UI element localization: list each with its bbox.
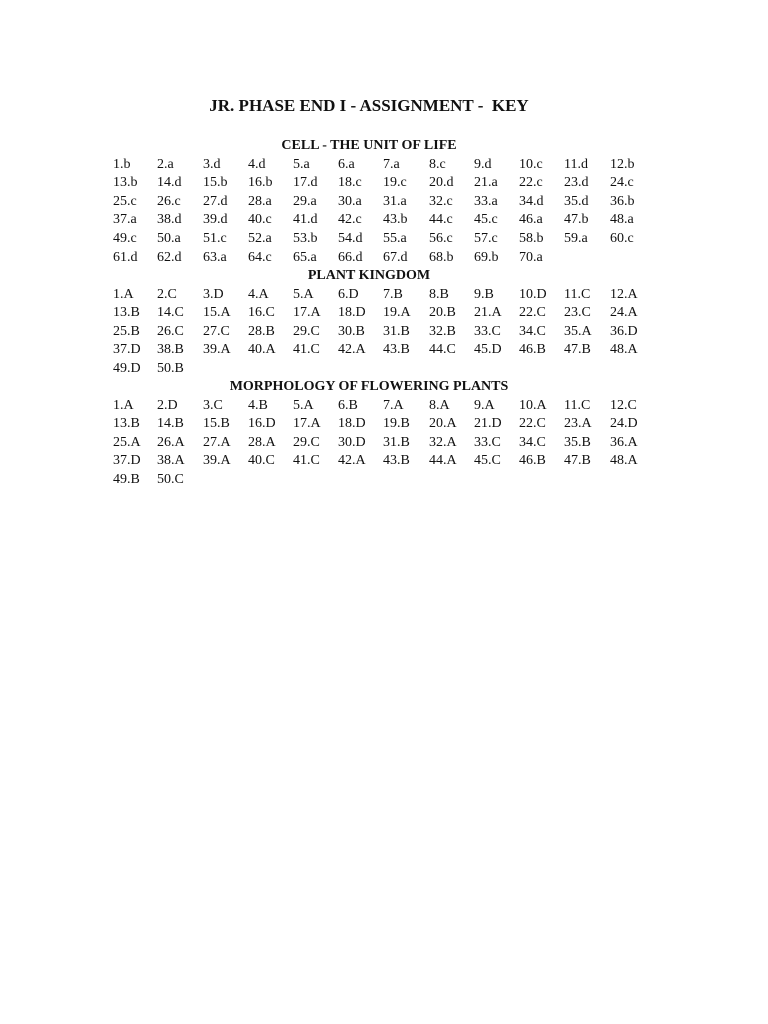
answer-item: 2.D [157, 397, 178, 413]
answer-item: 65.a [293, 249, 317, 265]
answer-item: 31.a [383, 193, 407, 209]
answer-item: 31.B [383, 323, 410, 339]
answer-item: 58.b [519, 231, 544, 247]
answer-item: 23.C [564, 305, 591, 321]
answer-item: 38.A [157, 453, 185, 469]
answer-item: 13.B [113, 416, 140, 432]
answer-item: 52.a [248, 231, 272, 247]
answer-item: 25.B [113, 323, 140, 339]
answer-item: 40.c [248, 212, 272, 228]
answer-item: 42.A [338, 453, 366, 469]
answer-item: 14.B [157, 416, 184, 432]
answer-item: 33.C [474, 434, 501, 450]
answer-item: 38.B [157, 342, 184, 358]
answer-item: 35.d [564, 193, 589, 209]
answer-item: 11.C [564, 286, 591, 302]
answer-item: 39.A [203, 453, 231, 469]
answer-item: 20.B [429, 305, 456, 321]
answer-item: 48.A [610, 453, 638, 469]
answer-item: 14.C [157, 305, 184, 321]
answer-item: 37.a [113, 212, 137, 228]
answer-item: 31.B [383, 434, 410, 450]
answer-item: 24.A [610, 305, 638, 321]
answer-item: 16.b [248, 175, 273, 191]
answer-item: 26.c [157, 193, 181, 209]
answer-item: 43.B [383, 453, 410, 469]
answer-item: 37.D [113, 342, 141, 358]
answer-item: 18.D [338, 416, 366, 432]
answer-item: 56.c [429, 231, 453, 247]
answer-item: 50.a [157, 231, 181, 247]
answer-item: 47.B [564, 453, 591, 469]
answer-item: 6.D [338, 286, 359, 302]
answer-item: 50.B [157, 361, 184, 377]
answer-item: 10.A [519, 397, 547, 413]
answer-item: 46.B [519, 342, 546, 358]
answer-item: 45.D [474, 342, 502, 358]
answer-item: 2.C [157, 286, 177, 302]
answer-item: 11.d [564, 156, 588, 172]
answer-item: 42.A [338, 342, 366, 358]
answer-item: 48.a [610, 212, 634, 228]
answer-item: 34.C [519, 434, 546, 450]
answer-item: 7.a [383, 156, 400, 172]
answer-item: 27.C [203, 323, 230, 339]
answer-item: 29.C [293, 434, 320, 450]
answer-item: 19.c [383, 175, 407, 191]
answer-item: 40.C [248, 453, 275, 469]
answer-item: 32.A [429, 434, 457, 450]
answer-item: 9.B [474, 286, 494, 302]
answer-item: 50.C [157, 472, 184, 488]
answer-item: 22.C [519, 305, 546, 321]
answer-item: 15.B [203, 416, 230, 432]
answer-item: 30.a [338, 193, 362, 209]
answer-item: 61.d [113, 249, 138, 265]
answer-item: 3.d [203, 156, 221, 172]
answer-item: 40.A [248, 342, 276, 358]
answer-item: 16.D [248, 416, 276, 432]
answer-item: 23.d [564, 175, 589, 191]
answer-item: 36.b [610, 193, 635, 209]
answer-item: 8.A [429, 397, 450, 413]
answer-item: 41.d [293, 212, 318, 228]
answer-item: 43.B [383, 342, 410, 358]
answer-item: 49.D [113, 361, 141, 377]
section-heading: MORPHOLOGY OF FLOWERING PLANTS [229, 379, 509, 394]
answer-item: 11.C [564, 397, 591, 413]
answer-item: 49.c [113, 231, 137, 247]
answer-item: 1.b [113, 156, 131, 172]
answer-item: 12.A [610, 286, 638, 302]
answer-item: 6.B [338, 397, 358, 413]
answer-item: 54.d [338, 231, 363, 247]
answer-item: 49.B [113, 472, 140, 488]
answer-item: 8.B [429, 286, 449, 302]
answer-item: 43.b [383, 212, 408, 228]
answer-item: 38.d [157, 212, 182, 228]
answer-item: 27.A [203, 434, 231, 450]
answer-item: 57.c [474, 231, 498, 247]
answer-item: 20.A [429, 416, 457, 432]
answer-item: 24.c [610, 175, 634, 191]
answer-item: 23.A [564, 416, 592, 432]
answer-item: 10.D [519, 286, 547, 302]
answer-item: 29.C [293, 323, 320, 339]
section-heading: CELL - THE UNIT OF LIFE [281, 138, 457, 153]
answer-item: 27.d [203, 193, 228, 209]
answer-item: 15.b [203, 175, 228, 191]
answer-item: 59.a [564, 231, 588, 247]
answer-item: 63.a [203, 249, 227, 265]
answer-item: 48.A [610, 342, 638, 358]
section-heading: PLANT KINGDOM [307, 268, 431, 283]
answer-item: 14.d [157, 175, 182, 191]
answer-item: 9.d [474, 156, 492, 172]
answer-item: 28.A [248, 434, 276, 450]
answer-item: 6.a [338, 156, 355, 172]
answer-item: 53.b [293, 231, 318, 247]
answer-item: 39.d [203, 212, 228, 228]
answer-item: 44.C [429, 342, 456, 358]
answer-item: 28.B [248, 323, 275, 339]
answer-item: 28.a [248, 193, 272, 209]
answer-item: 34.C [519, 323, 546, 339]
answer-item: 13.b [113, 175, 138, 191]
answer-item: 67.d [383, 249, 408, 265]
answer-item: 7.B [383, 286, 403, 302]
answer-item: 35.B [564, 434, 591, 450]
answer-item: 2.a [157, 156, 174, 172]
answer-item: 18.D [338, 305, 366, 321]
answer-item: 34.d [519, 193, 544, 209]
answer-item: 26.A [157, 434, 185, 450]
answer-item: 44.c [429, 212, 453, 228]
answer-item: 1.A [113, 286, 134, 302]
answer-item: 32.B [429, 323, 456, 339]
answer-item: 18.c [338, 175, 362, 191]
answer-item: 33.C [474, 323, 501, 339]
answer-item: 47.B [564, 342, 591, 358]
answer-item: 64.c [248, 249, 272, 265]
answer-item: 41.C [293, 453, 320, 469]
answer-item: 17.A [293, 416, 321, 432]
answer-item: 9.A [474, 397, 495, 413]
answer-item: 46.B [519, 453, 546, 469]
answer-item: 10.c [519, 156, 543, 172]
answer-item: 62.d [157, 249, 182, 265]
answer-item: 17.d [293, 175, 318, 191]
answer-item: 22.C [519, 416, 546, 432]
answer-item: 42.c [338, 212, 362, 228]
answer-item: 33.a [474, 193, 498, 209]
answer-item: 45.C [474, 453, 501, 469]
answer-item: 20.d [429, 175, 454, 191]
answer-item: 19.B [383, 416, 410, 432]
answer-item: 25.c [113, 193, 137, 209]
answer-item: 41.C [293, 342, 320, 358]
answer-item: 51.c [203, 231, 227, 247]
answer-item: 19.A [383, 305, 411, 321]
answer-item: 32.c [429, 193, 453, 209]
answer-item: 5.a [293, 156, 310, 172]
answer-item: 26.C [157, 323, 184, 339]
answer-item: 3.C [203, 397, 223, 413]
answer-item: 15.A [203, 305, 231, 321]
answer-item: 21.a [474, 175, 498, 191]
answer-item: 45.c [474, 212, 498, 228]
answer-item: 13.B [113, 305, 140, 321]
answer-item: 21.A [474, 305, 502, 321]
answer-item: 17.A [293, 305, 321, 321]
answer-item: 1.A [113, 397, 134, 413]
answer-item: 12.b [610, 156, 635, 172]
answer-item: 47.b [564, 212, 589, 228]
answer-item: 21.D [474, 416, 502, 432]
document-title: JR. PHASE END I - ASSIGNMENT - KEY [209, 96, 529, 115]
answer-item: 24.D [610, 416, 638, 432]
answer-item: 68.b [429, 249, 454, 265]
answer-item: 66.d [338, 249, 363, 265]
answer-item: 69.b [474, 249, 499, 265]
answer-item: 46.a [519, 212, 543, 228]
answer-item: 29.a [293, 193, 317, 209]
answer-item: 4.B [248, 397, 268, 413]
answer-item: 16.C [248, 305, 275, 321]
answer-item: 60.c [610, 231, 634, 247]
answer-item: 37.D [113, 453, 141, 469]
answer-item: 5.A [293, 286, 314, 302]
answer-item: 36.D [610, 323, 638, 339]
answer-item: 4.d [248, 156, 266, 172]
answer-item: 44.A [429, 453, 457, 469]
answer-item: 36.A [610, 434, 638, 450]
answer-item: 5.A [293, 397, 314, 413]
answer-item: 8.c [429, 156, 446, 172]
answer-item: 4.A [248, 286, 269, 302]
answer-item: 55.a [383, 231, 407, 247]
answer-item: 7.A [383, 397, 404, 413]
answer-item: 30.D [338, 434, 366, 450]
answer-item: 35.A [564, 323, 592, 339]
answer-item: 39.A [203, 342, 231, 358]
answer-item: 22.c [519, 175, 543, 191]
answer-item: 25.A [113, 434, 141, 450]
answer-item: 70.a [519, 249, 543, 265]
answer-item: 3.D [203, 286, 224, 302]
answer-item: 30.B [338, 323, 365, 339]
answer-item: 12.C [610, 397, 637, 413]
